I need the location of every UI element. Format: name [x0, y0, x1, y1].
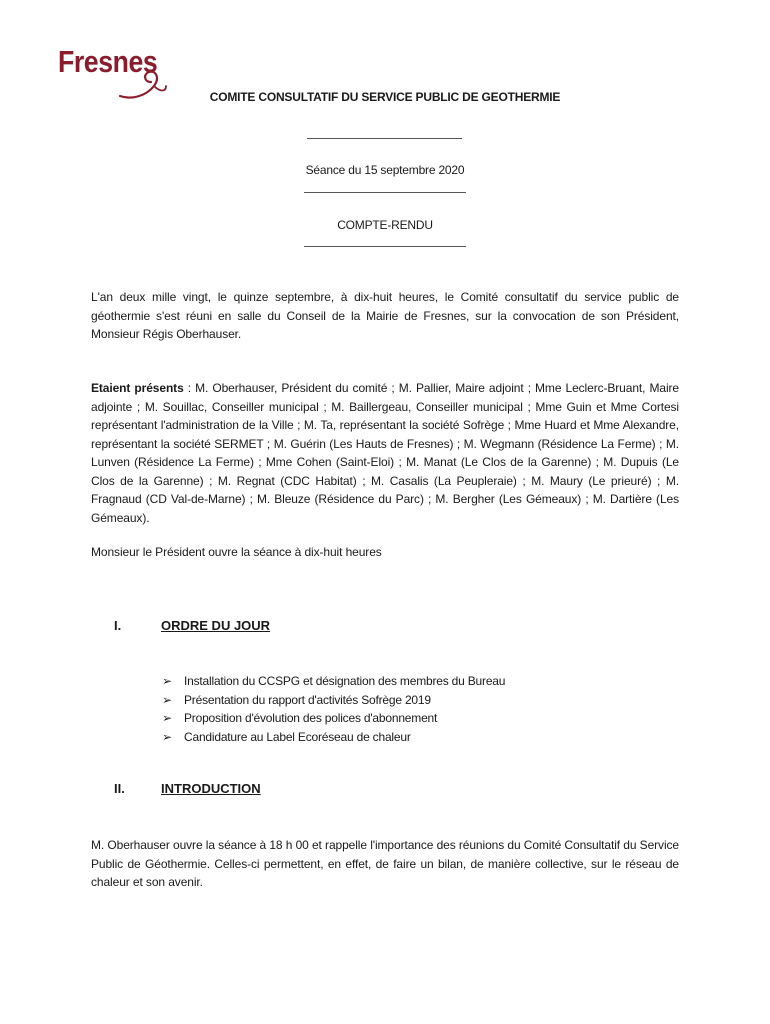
- list-item: [162, 672, 505, 691]
- arrow-bullet-icon: ➢: [162, 692, 172, 707]
- divider: [304, 192, 466, 193]
- logo-wordmark: Fresnes: [58, 44, 158, 79]
- attendance-list: : M. Oberhauser, Président du comité ; M. Pallier, Maire adjoint ; Mme Leclerc-Bruant, Maire adjointe ; M. Souillac, Conseiller municipal ; M. Baillergeau, Conseiller municipal ; Mme Guin et Mme Cortesi représentant l'administration de la Ville ; M. Ta, représentant la société Sofrège ; Mme Huard et Mme Alexandre, représentant la société SERMET ; M. Guérin (Les Hauts de Fresnes) ; M. Wegmann (Résidence La Ferme) ; M. Lunven (Résidence La Ferme) ; Mme Cohen (Saint-Eloi) ; M. Manat (Le Clos de la Garenne) ; M. Dupuis (Le Clos de la Garenne) ; M. Regnat (CDC Habitat) ; M. Casalis (La Peupleraie) ; M. Maury (Le prieuré) ; M. Fragnaud (CD Val-de-Marne) ; M. Bleuze (Résidence du Parc) ; M. Bergher (Les Gémeaux) ; M. Dartière (Les Gémeaux).: [91, 381, 679, 525]
- list-item: [162, 728, 505, 747]
- arrow-bullet-icon: ➢: [162, 711, 172, 725]
- list-item: [162, 691, 505, 710]
- arrow-bullet-icon: ➢: [162, 674, 172, 688]
- agenda-item-text: Présentation du rapport d'activités Sofrège 2019: [184, 692, 431, 707]
- opening-statement: Monsieur le Président ouvre la séance à dix-huit heures: [91, 545, 382, 559]
- divider: [307, 138, 462, 139]
- agenda-item-text: Installation du CCSPG et désignation des membres du Bureau: [184, 674, 506, 688]
- section-title: INTRODUCTION: [161, 781, 261, 796]
- agenda-list: [162, 672, 505, 746]
- section-number: II.: [114, 781, 125, 796]
- agenda-item-text: Candidature au Label Ecoréseau de chaleur: [184, 729, 411, 744]
- section-title: ORDRE DU JOUR: [161, 618, 271, 633]
- agenda-item-text: Proposition d'évolution des polices d'abonnement: [184, 711, 438, 725]
- document-title: COMITE CONSULTATIF DU SERVICE PUBLIC DE GEOTHERMIE: [209, 90, 561, 104]
- document-type: COMPTE-RENDU: [337, 218, 433, 232]
- divider: [304, 246, 466, 247]
- arrow-bullet-icon: ➢: [162, 729, 172, 744]
- list-item: [162, 709, 505, 728]
- attendance-paragraph: [91, 379, 679, 527]
- introduction-paragraph: M. Oberhauser ouvre la séance à 18 h 00 et rappelle l'importance des réunions du Comité Consultatif du Service Public de Géothermie. Celles-ci permettent, en effet, de faire un bilan, de manière collective, sur le réseau de chaleur et son avenir.: [91, 838, 679, 889]
- intro-paragraph: L'an deux mille vingt, le quinze septembre, à dix-huit heures, le Comité consultatif du service public de géothermie s'est réuni en salle du Conseil de la Mairie de Fresnes, sur la convocation de son Président, Monsieur Régis Oberhauser.: [91, 290, 679, 341]
- section-number: I.: [114, 618, 122, 633]
- attendance-label: Etaient présents: [91, 381, 184, 395]
- session-date: Séance du 15 septembre 2020: [305, 163, 465, 177]
